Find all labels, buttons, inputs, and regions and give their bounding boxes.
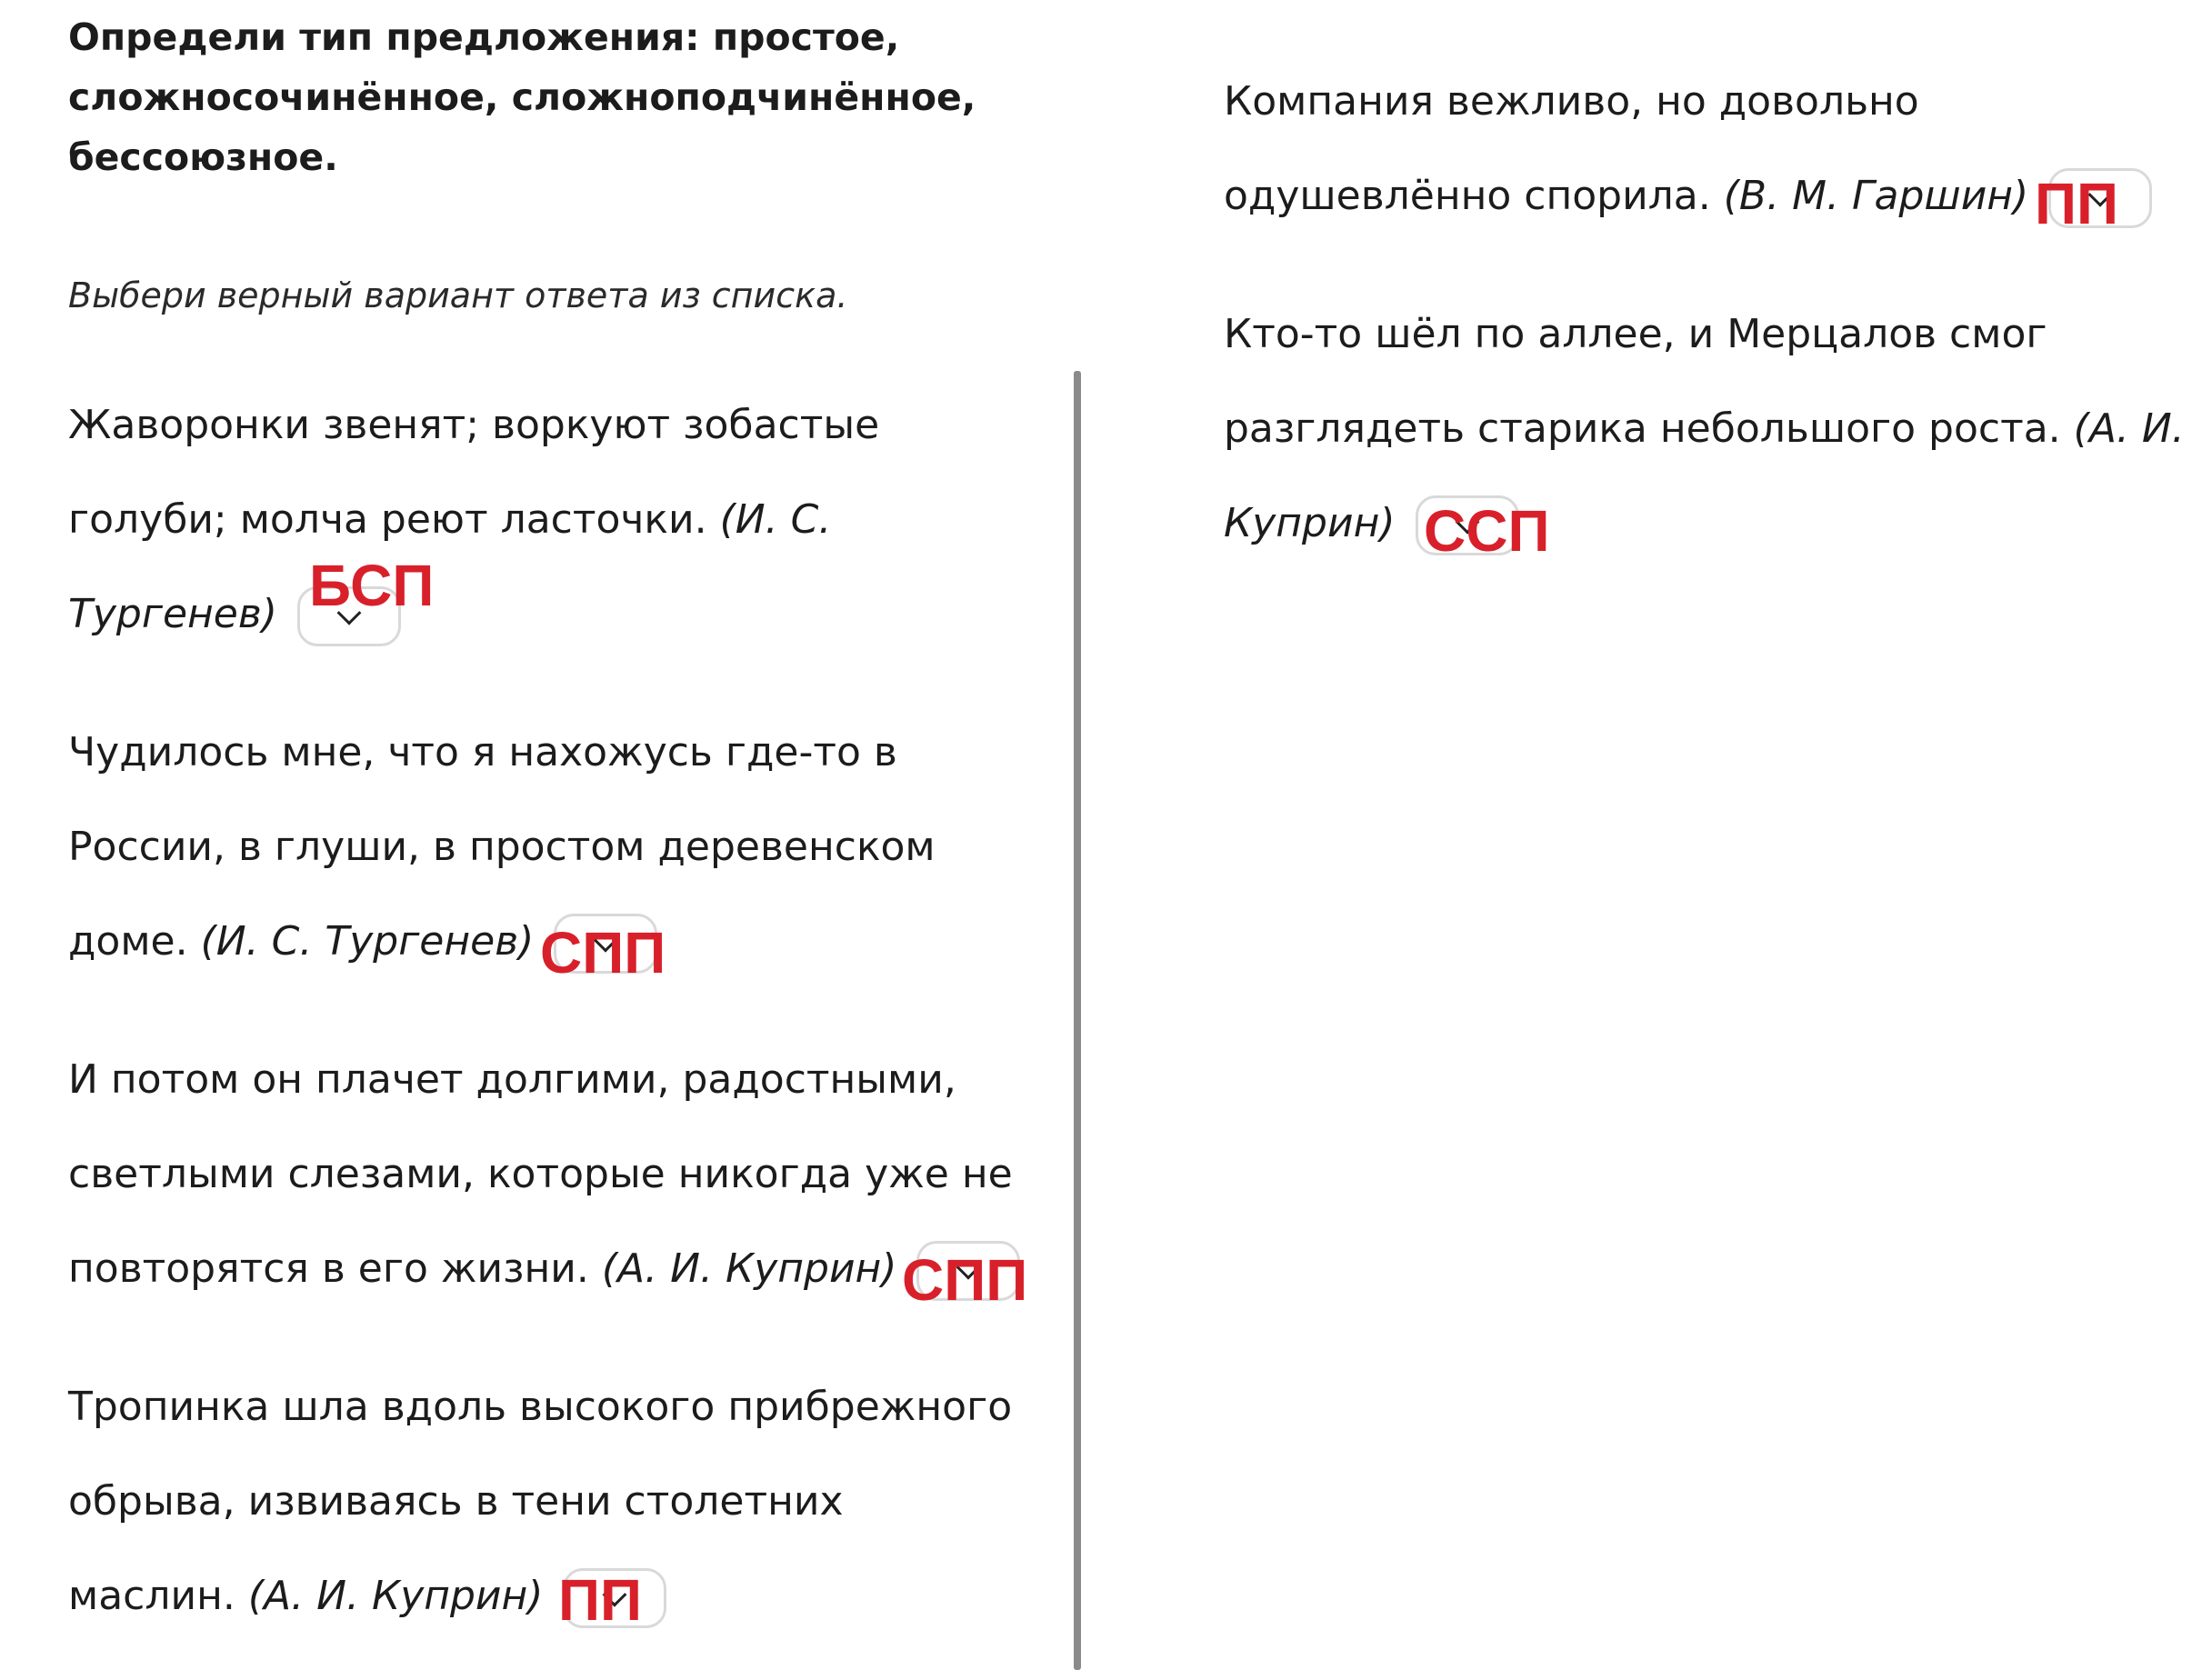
column-divider (1074, 371, 1081, 1670)
sentence-line: России, в глуши, в простом деревенском (68, 824, 936, 870)
sentence-author: (А. И. (2073, 405, 2185, 452)
sentence-line (1224, 382, 2185, 476)
sentence-line: Жаворонки звенят; воркуют зобастые (68, 402, 880, 448)
task-hint: Выбери верный вариант ответа из списка. (68, 275, 848, 315)
sentence-line (68, 473, 879, 567)
sentence-line: Компания вежливо, но довольно (1224, 78, 1919, 125)
sentence-item (68, 705, 936, 989)
task-title-line: сложносочинённое, сложноподчинённое, (68, 75, 976, 119)
sentence-text: одушевлённо спорила. (1224, 173, 1711, 219)
sentence-line (1224, 149, 2152, 244)
sentence-text: повторятся в его жизни. (68, 1245, 589, 1292)
sentence-line (1224, 476, 2185, 571)
sentence-line (68, 1222, 1020, 1316)
handwritten-answer: ПП (2035, 171, 2118, 236)
sentence-author: Куприн) (1224, 500, 1396, 546)
sentence-author: Тургенев) (68, 591, 277, 637)
task-instructions (68, 7, 1068, 315)
sentence-item (68, 1033, 1020, 1316)
sentence-text: разглядеть старика небольшого роста. (1224, 405, 2061, 452)
sentence-line (68, 895, 936, 989)
handwritten-answer: ПП (558, 1567, 642, 1633)
sentence-line: Чудилось мне, что я нахожусь где-то в (68, 729, 897, 775)
sentence-author: (И. С. (719, 496, 832, 543)
sentence-text: маслин. (68, 1573, 235, 1619)
sentence-line: И потом он плачет долгими, радостными, (68, 1056, 956, 1103)
sentence-item (1224, 55, 2152, 244)
sentence-item (1224, 287, 2185, 571)
sentence-line (68, 567, 879, 662)
sentence-line (68, 1549, 1012, 1644)
handwritten-answer: СПП (902, 1247, 1028, 1313)
sentence-line: Кто-то шёл по аллее, и Мерцалов смог (1224, 311, 2047, 357)
handwritten-answer: СПП (540, 920, 666, 985)
task-title (68, 7, 1068, 187)
sentence-author: (В. М. Гаршин) (1723, 173, 2029, 219)
sentence-line: светлыми слезами, которые никогда уже не (68, 1151, 1013, 1197)
sentence-item (68, 378, 879, 662)
sentence-line: Тропинка шла вдоль высокого прибрежного (68, 1384, 1013, 1430)
handwritten-answer: ССП (1424, 498, 1550, 564)
sentence-author: (А. И. Куприн) (601, 1245, 897, 1292)
handwritten-answer: БСП (309, 553, 435, 618)
task-title-line: Определи тип предложения: простое, (68, 15, 900, 59)
sentence-author: (А. И. Куприн) (247, 1573, 544, 1619)
task-title-line: бессоюзное. (68, 135, 338, 179)
sentence-line: обрыва, извиваясь в тени столетних (68, 1478, 844, 1525)
sentence-text: доме. (68, 918, 188, 965)
sentence-item (68, 1360, 1012, 1644)
sentence-text: голуби; молча реют ласточки. (68, 496, 707, 543)
sentence-author: (И. С. Тургенев) (200, 918, 535, 965)
